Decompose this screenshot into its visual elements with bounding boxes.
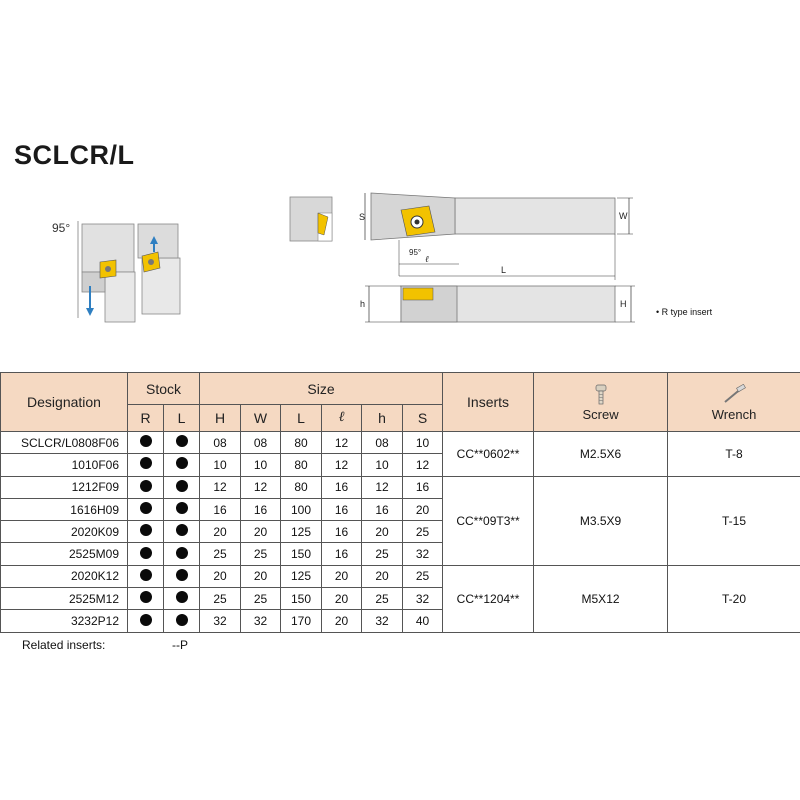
size-l-header: L <box>281 405 322 432</box>
size-cell: 12 <box>200 476 241 498</box>
designation-cell: 2020K09 <box>1 521 128 543</box>
size-cell: 40 <box>403 610 443 632</box>
size-cell: 32 <box>403 543 443 565</box>
size-cell: 16 <box>322 543 362 565</box>
size-cell: 80 <box>281 432 322 454</box>
size-cell: 16 <box>322 476 362 498</box>
stock-dot-icon <box>176 591 188 603</box>
end-view-drawing <box>288 195 336 245</box>
size-cell: 16 <box>322 498 362 520</box>
size-cell: 08 <box>362 432 403 454</box>
size-cell: 20 <box>362 565 403 587</box>
r-type-note: • R type insert <box>656 307 713 317</box>
size-cell: 12 <box>362 476 403 498</box>
dim-H-label: H <box>620 299 627 309</box>
stock-l-cell <box>164 521 200 543</box>
size-cell: 25 <box>403 521 443 543</box>
related-inserts-label: Related inserts: <box>22 638 106 652</box>
related-inserts-value: --P <box>172 638 188 652</box>
stock-l-cell <box>164 610 200 632</box>
size-cell: 25 <box>403 565 443 587</box>
inserts-cell: CC**1204** <box>443 565 534 632</box>
designation-cell: 2020K12 <box>1 565 128 587</box>
size-cell: 10 <box>403 432 443 454</box>
designation-cell: SCLCR/L0808F06 <box>1 432 128 454</box>
screw-cell: M3.5X9 <box>534 476 668 565</box>
size-cell: 25 <box>241 543 281 565</box>
stock-dot-icon <box>140 480 152 492</box>
screw-icon <box>534 384 667 406</box>
size-cell: 150 <box>281 588 322 610</box>
stock-dot-icon <box>176 457 188 469</box>
table-row <box>1 565 800 587</box>
size-cell: 80 <box>281 454 322 476</box>
size-cell: 125 <box>281 521 322 543</box>
orientation-diagram <box>50 218 190 328</box>
stock-l-cell <box>164 543 200 565</box>
screw-header-label: Screw <box>582 407 619 422</box>
stock-dot-icon <box>140 435 152 447</box>
inserts-cell: CC**09T3** <box>443 476 534 565</box>
spec-table <box>0 372 800 633</box>
page-title: SCLCR/L <box>14 140 135 170</box>
size-cell: 20 <box>322 588 362 610</box>
end-view-diagram <box>288 195 336 245</box>
dim-s-label: S <box>359 212 366 222</box>
wrench-icon <box>668 384 800 406</box>
stock-dot-icon <box>176 569 188 581</box>
side-view-diagram <box>355 282 640 328</box>
size-cell: 12 <box>322 432 362 454</box>
stock-dot-icon <box>176 614 188 626</box>
stock-r-cell <box>128 432 164 454</box>
size-cell: 10 <box>362 454 403 476</box>
stock-l-cell <box>164 498 200 520</box>
stock-dot-icon <box>140 591 152 603</box>
size-cell: 20 <box>322 565 362 587</box>
size-cell: 16 <box>200 498 241 520</box>
size-header: Size <box>200 373 443 405</box>
size-cell: 20 <box>241 565 281 587</box>
size-cell: 25 <box>362 543 403 565</box>
top-view-drawing <box>355 190 640 280</box>
size-cell: 25 <box>200 588 241 610</box>
angle-label: 95° <box>52 221 71 235</box>
size-cell: 25 <box>241 588 281 610</box>
stock-header: Stock <box>128 373 200 405</box>
size-cell: 12 <box>403 454 443 476</box>
size-cell: 25 <box>200 543 241 565</box>
stock-dot-icon <box>140 569 152 581</box>
size-h-header: H <box>200 405 241 432</box>
stock-l-cell <box>164 565 200 587</box>
size-cell: 32 <box>403 588 443 610</box>
size-cell: 20 <box>200 521 241 543</box>
designation-cell: 1212F09 <box>1 476 128 498</box>
stock-l-cell <box>164 588 200 610</box>
size-cell: 125 <box>281 565 322 587</box>
dim-l-big-label: L <box>501 265 507 275</box>
size-h-small-header: h <box>362 405 403 432</box>
stock-r-cell <box>128 521 164 543</box>
stock-r-cell <box>128 498 164 520</box>
size-cell: 20 <box>403 498 443 520</box>
stock-dot-icon <box>140 614 152 626</box>
table-row <box>1 476 800 498</box>
stock-r-cell <box>128 476 164 498</box>
wrench-cell: T-20 <box>668 565 800 632</box>
table-row <box>1 432 800 454</box>
stock-dot-icon <box>176 502 188 514</box>
size-cell: 08 <box>241 432 281 454</box>
size-w-header: W <box>241 405 281 432</box>
size-cell: 16 <box>241 498 281 520</box>
stock-dot-icon <box>140 457 152 469</box>
size-cell: 32 <box>200 610 241 632</box>
wrench-cell: T-8 <box>668 432 800 477</box>
stock-l-header: L <box>164 405 200 432</box>
size-cell: 20 <box>241 521 281 543</box>
size-cell: 10 <box>241 454 281 476</box>
size-cell: 16 <box>322 521 362 543</box>
size-cell: 32 <box>362 610 403 632</box>
designation-cell: 2525M12 <box>1 588 128 610</box>
size-cell: 32 <box>241 610 281 632</box>
stock-l-cell <box>164 476 200 498</box>
size-cell: 12 <box>322 454 362 476</box>
side-view-drawing <box>355 282 640 328</box>
size-cell: 20 <box>362 521 403 543</box>
size-cell: 12 <box>241 476 281 498</box>
size-cell: 20 <box>200 565 241 587</box>
stock-dot-icon <box>140 502 152 514</box>
stock-dot-icon <box>176 435 188 447</box>
dim-angle-label: 95° <box>409 248 422 257</box>
size-l-small-header: ℓ <box>322 405 362 432</box>
stock-l-cell <box>164 454 200 476</box>
size-cell: 16 <box>362 498 403 520</box>
top-view-diagram <box>355 190 640 280</box>
size-cell: 16 <box>403 476 443 498</box>
stock-r-cell <box>128 454 164 476</box>
stock-r-cell <box>128 565 164 587</box>
size-cell: 10 <box>200 454 241 476</box>
wrench-header <box>668 373 800 432</box>
size-cell: 25 <box>362 588 403 610</box>
size-cell: 150 <box>281 543 322 565</box>
stock-dot-icon <box>176 547 188 559</box>
wrench-header-label: Wrench <box>711 407 757 422</box>
designation-header: Designation <box>1 373 128 432</box>
dim-l-small-label: ℓ <box>425 254 429 264</box>
stock-l-cell <box>164 432 200 454</box>
size-cell: 20 <box>322 610 362 632</box>
designation-cell: 1010F06 <box>1 454 128 476</box>
orientation-drawing <box>50 218 190 328</box>
stock-r-cell <box>128 543 164 565</box>
dim-w-label: W <box>619 211 628 221</box>
stock-dot-icon <box>140 547 152 559</box>
stock-r-cell <box>128 610 164 632</box>
stock-r-header: R <box>128 405 164 432</box>
designation-cell: 1616H09 <box>1 498 128 520</box>
size-cell: 170 <box>281 610 322 632</box>
dim-h-label: h <box>360 299 366 309</box>
stock-dot-icon <box>140 524 152 536</box>
inserts-cell: CC**0602** <box>443 432 534 477</box>
wrench-cell: T-15 <box>668 476 800 565</box>
screw-cell: M5X12 <box>534 565 668 632</box>
stock-r-cell <box>128 588 164 610</box>
screw-header <box>534 373 668 432</box>
size-cell: 80 <box>281 476 322 498</box>
size-cell: 08 <box>200 432 241 454</box>
designation-cell: 2525M09 <box>1 543 128 565</box>
inserts-header: Inserts <box>443 373 534 432</box>
screw-cell: M2.5X6 <box>534 432 668 477</box>
size-cell: 100 <box>281 498 322 520</box>
size-s-header: S <box>403 405 443 432</box>
stock-dot-icon <box>176 480 188 492</box>
stock-dot-icon <box>176 524 188 536</box>
designation-cell: 3232P12 <box>1 610 128 632</box>
